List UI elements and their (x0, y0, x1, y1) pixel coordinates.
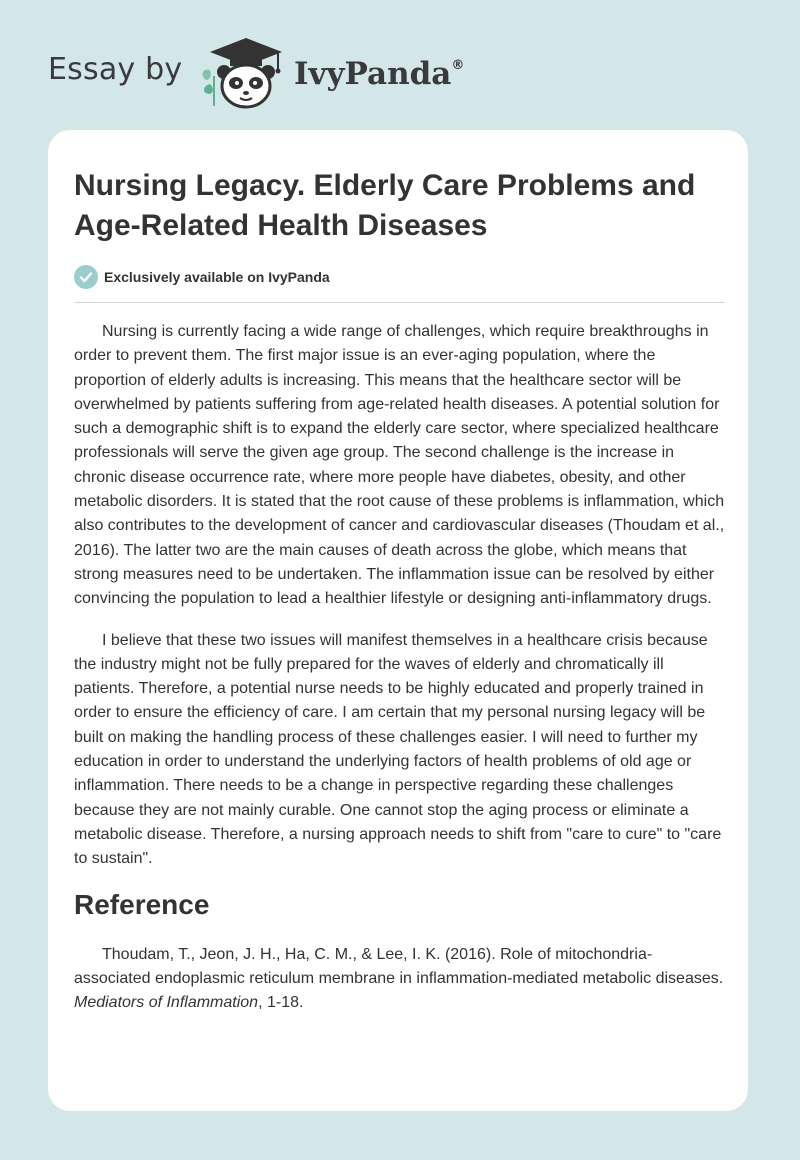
panda-graduate-icon[interactable] (200, 36, 292, 110)
page-title: Nursing Legacy. Elderly Care Problems and Age-Related Health Diseases (74, 169, 696, 242)
badge-label: Exclusively available on IvyPanda (104, 269, 330, 285)
registered-mark: ® (451, 57, 465, 73)
paragraph: I believe that these two issues will manifest themselves in a healthcare crisis because the industry might not be fully prepared for the waves of elderly and chromatically ill patients. Therefore, a potential nurse needs to be highly educated and properly trained in order to ensure the efficiency of care. I am certain that my personal nursing legacy will be built on making the handling process of these challenges easier. I will need to further my education in order to understand the underlying factors of health problems of old age or inflammation. There needs to be a change in perspective regarding these challenges because they are not mainly curable. One cannot stop the aging process or eliminate a metabolic disease. Therefore, a nursing approach needs to shift from "care to cure" to "care to sustain". (74, 631, 722, 868)
site-header (0, 0, 800, 130)
reference-authors-title: Thoudam, T., Jeon, J. H., Ha, C. M., & Lee, I. K. (2016). Role of mitochondria-associated endoplasmic reticulum membrane in inflammation-mediated metabolic diseases. (74, 945, 724, 987)
essay-card (48, 130, 748, 1111)
exclusive-badge (74, 264, 330, 290)
brand-name[interactable]: IvyPanda® (294, 56, 465, 92)
divider (74, 302, 724, 303)
reference-pages: , 1-18. (258, 994, 304, 1012)
reference-heading: Reference (74, 888, 210, 920)
reference-entry (74, 943, 726, 1016)
reference-journal: Mediators of Inflammation (74, 994, 259, 1012)
check-circle-icon (74, 265, 98, 289)
essay-by-label: Essay by (48, 52, 183, 87)
paragraph: Nursing is currently facing a wide range of challenges, which require breakthroughs in order to prevent them. The first major issue is an ever-aging population, where the proportion of elderly adults is increasing. This means that the healthcare sector will be overwhelmed by patients suffering from age-related health diseases. A potential solution for such a demographic shift is to expand the elderly care sector, where specialized healthcare professionals will serve the given age group. The second challenge is the increase in chronic disease occurrence rate, where more people have diabetes, obesity, and other metabolic disorders. It is stated that the root cause of these problems is inflammation, which also contributes to the development of cancer and cardiovascular diseases (Thoudam et al., 2016). The latter two are the main causes of death across the globe, which means that strong measures need to be undertaken. The inflammation issue can be resolved by either convincing the population to lead a healthier lifestyle or designing anti-inflammatory drugs. (74, 323, 725, 608)
essay-body (74, 320, 726, 1015)
